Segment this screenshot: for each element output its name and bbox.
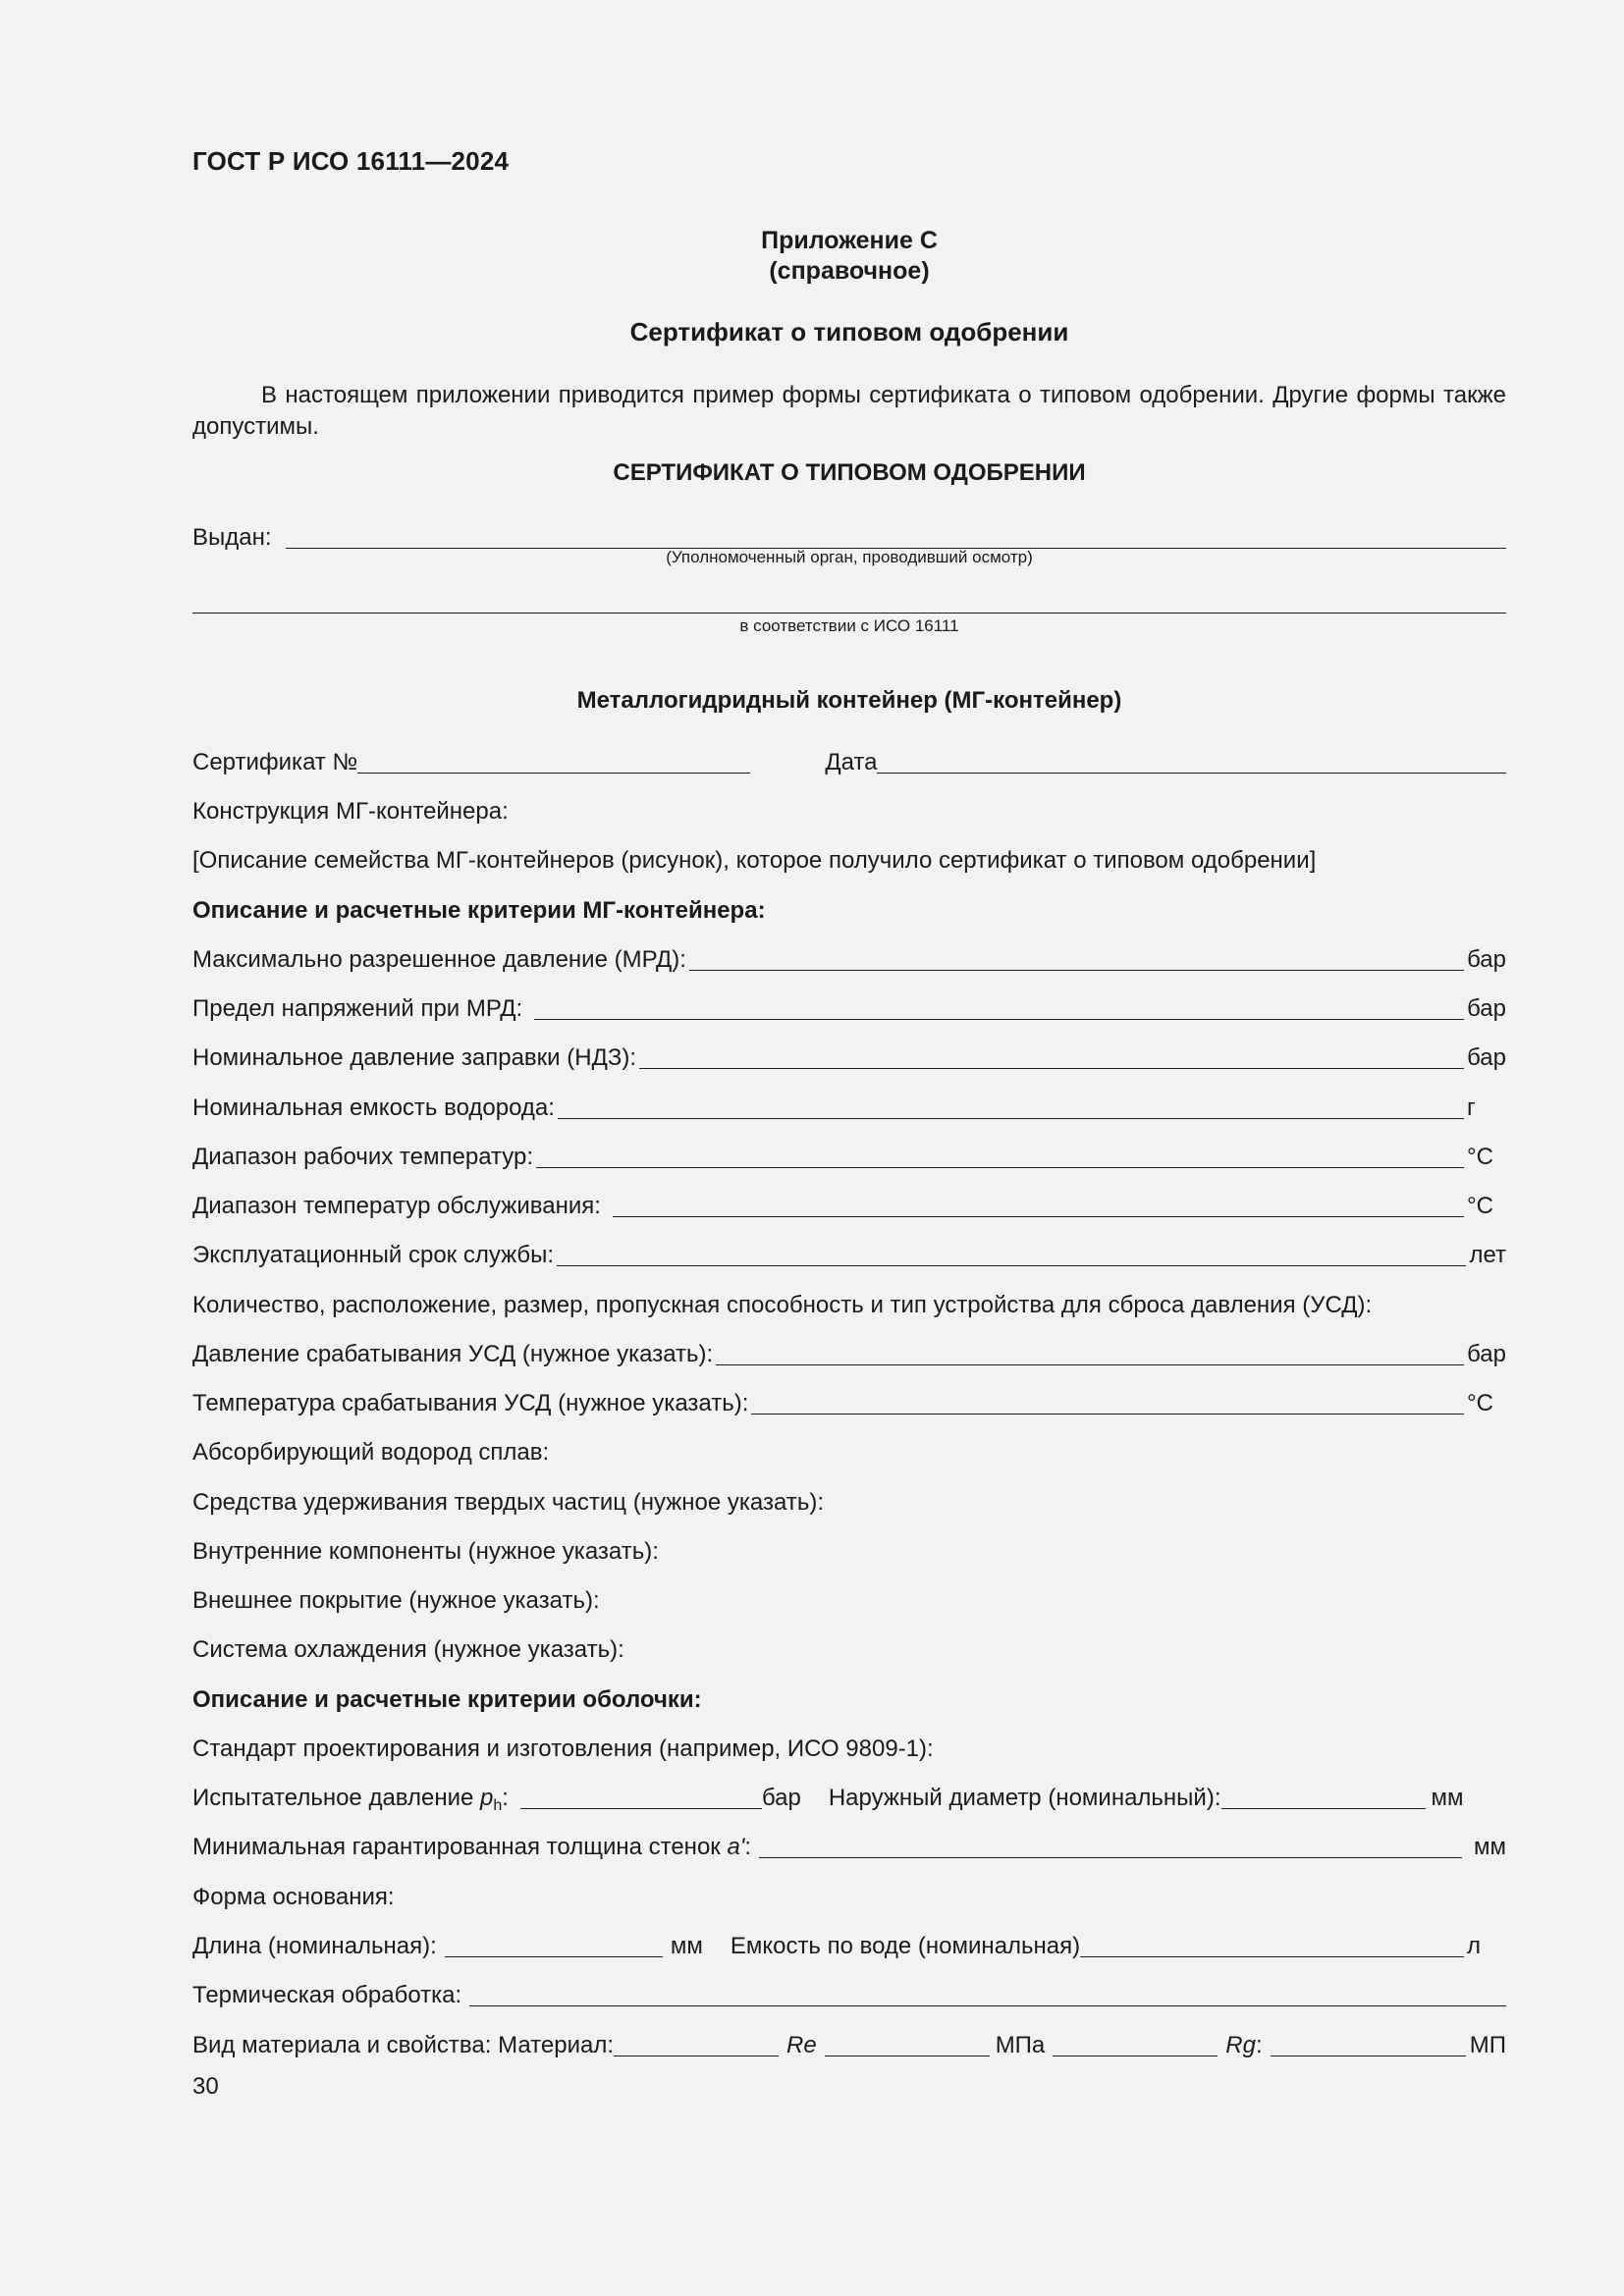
prd-field-label: Температура срабатывания УСД (нужное указать): (192, 1390, 749, 1416)
field-input-line[interactable] (613, 1216, 1464, 1217)
field-input-line[interactable] (689, 970, 1464, 971)
document-code: ГОСТ Р ИСО 16111—2024 (192, 146, 510, 176)
design-description-row (192, 842, 1506, 876)
field-row (192, 1090, 1506, 1123)
shell-heading-row (192, 1682, 1506, 1715)
field-row (192, 1139, 1506, 1172)
document-page (192, 0, 1506, 2296)
field-label: Номинальная емкость водорода: (192, 1095, 555, 1121)
date-label: Дата (825, 749, 878, 775)
field-row (192, 1188, 1506, 1221)
list-item (192, 1631, 1506, 1665)
prd-field-input-line[interactable] (751, 1414, 1464, 1415)
prd-field-input-line[interactable] (716, 1364, 1464, 1365)
annex-heading (192, 226, 1506, 287)
heat-treatment-label: Термическая обработка: (192, 1982, 462, 2008)
field-unit: бар (1467, 995, 1506, 1022)
field-unit: лет (1469, 1242, 1506, 1268)
test-pressure-input-line[interactable] (520, 1808, 762, 1809)
section-title: Сертификат о типовом одобрении (629, 317, 1069, 347)
list-item (192, 1582, 1506, 1616)
wall-thickness-unit: мм (1474, 1834, 1506, 1860)
field-unit: °С (1467, 1144, 1493, 1170)
alloy-label: Абсорбирующий водород сплав: (192, 1439, 550, 1466)
certificate-row (192, 744, 1506, 777)
water-capacity-label: Емкость по воде (номинальная) (730, 1933, 1081, 1959)
field-row (192, 990, 1506, 1024)
design-standard-row (192, 1731, 1506, 1764)
criteria-heading: Описание и расчетные критерии МГ-контейнера: (192, 897, 766, 924)
outer-diameter-label: Наружный диаметр (номинальный): (828, 1785, 1221, 1811)
field-label: Диапазон рабочих температур: (192, 1144, 534, 1170)
water-capacity-unit: л (1467, 1933, 1482, 1959)
date-input-line[interactable] (877, 773, 1506, 774)
field-label: Номинальное давление заправки (НДЗ): (192, 1044, 636, 1071)
field-label: Эксплуатационный срок службы: (192, 1242, 555, 1268)
field-input-line[interactable] (639, 1068, 1464, 1069)
field-input-line[interactable] (557, 1265, 1466, 1266)
test-pressure-label: Испытательное давление $p_h$: (192, 1785, 509, 1814)
particle-retention-label: Средства удерживания твердых частиц (нужное указать): (192, 1489, 824, 1516)
rg-unit: МП (1469, 2032, 1506, 2058)
field-label: Максимально разрешенное давление (МРД): (192, 946, 686, 973)
test-pressure-unit: бар (761, 1785, 801, 1811)
prd-field-unit: бар (1467, 1341, 1506, 1367)
material-label: Вид материала и свойства: Материал: (192, 2032, 614, 2058)
design-description: [Описание семейства МГ-контейнеров (рисунок), которое получило сертификат о типовом одобрении] (192, 847, 1317, 874)
prd-field-unit: °С (1467, 1390, 1493, 1416)
prd-field-label: Давление срабатывания УСД (нужное указать): (192, 1341, 714, 1367)
field-unit: г (1467, 1095, 1476, 1121)
design-row (192, 793, 1506, 827)
page-number: 30 (192, 2073, 219, 2100)
field-unit: бар (1467, 946, 1506, 973)
length-row (192, 1928, 1506, 1961)
outer-diameter-unit: мм (1431, 1785, 1464, 1811)
list-item (192, 1434, 1506, 1468)
accordance-caption: в соответствии с ИСО 16111 (739, 616, 959, 635)
criteria-heading-row (192, 892, 1506, 926)
intro-paragraph: В настоящем приложении приводится пример формы сертификата о типовом одобрении. Другие формы также допустимы. (192, 382, 1506, 440)
prd-field-row (192, 1336, 1506, 1369)
prd-heading: Количество, расположение, размер, пропускная способность и тип устройства для сброса давления (УСД): (192, 1292, 1373, 1318)
base-shape-label: Форма основания: (192, 1884, 395, 1910)
design-standard-label: Стандарт проектирования и изготовления (например, ИСО 9809-1): (192, 1735, 934, 1762)
field-input-line[interactable] (536, 1167, 1464, 1168)
cooling-system-label: Система охлаждения (нужное указать): (192, 1636, 624, 1663)
external-coating-label: Внешнее покрытие (нужное указать): (192, 1587, 600, 1614)
issued-label: Выдан: (192, 524, 272, 551)
annex-title: Приложение С (761, 227, 938, 254)
container-title: Металлогидридный контейнер (МГ-контейнер) (576, 687, 1122, 714)
field-input-line[interactable] (558, 1118, 1464, 1119)
design-label: Конструкция МГ-контейнера: (192, 798, 509, 825)
annex-type: (справочное) (769, 257, 930, 285)
heat-treatment-input-line[interactable] (469, 2005, 1506, 2006)
re-unit: МПа (995, 2032, 1046, 2058)
material-row (192, 2027, 1506, 2060)
issued-caption: (Уполномоченный орган, проводивший осмотр) (666, 548, 1033, 566)
length-input-line[interactable] (445, 1956, 663, 1957)
field-label: Диапазон температур обслуживания: (192, 1193, 601, 1219)
field-label: Предел напряжений при МРД: (192, 995, 523, 1022)
heat-treatment-row (192, 1977, 1506, 2010)
field-input-line[interactable] (534, 1019, 1464, 1020)
wall-thickness-label: Минимальная гарантированная толщина стенок a': (192, 1834, 752, 1860)
field-unit: бар (1467, 1044, 1506, 1071)
wall-thickness-row (192, 1829, 1506, 1862)
test-pressure-row (192, 1780, 1506, 1813)
rg-label: Rg: (1225, 2032, 1263, 2058)
re-symbol: Re (786, 2032, 817, 2058)
list-item (192, 1484, 1506, 1518)
shell-heading: Описание и расчетные критерии оболочки: (192, 1686, 702, 1713)
field-unit: °С (1467, 1193, 1493, 1219)
list-item (192, 1533, 1506, 1567)
field-row (192, 1040, 1506, 1073)
water-capacity-input-line[interactable] (1080, 1956, 1464, 1957)
form-title: СЕРТИФИКАТ О ТИПОВОМ ОДОБРЕНИИ (613, 459, 1086, 486)
prd-field-row (192, 1385, 1506, 1418)
field-row (192, 1237, 1506, 1270)
field-row (192, 941, 1506, 975)
internal-components-label: Внутренние компоненты (нужное указать): (192, 1538, 659, 1565)
length-unit: мм (670, 1933, 703, 1959)
certificate-no-label: Сертификат № (192, 749, 358, 775)
base-shape-row (192, 1879, 1506, 1912)
prd-heading-row (192, 1287, 1506, 1320)
accordance-input-line[interactable] (192, 613, 1506, 614)
certificate-no-input-line[interactable] (357, 773, 750, 774)
wall-thickness-input-line[interactable] (759, 1857, 1462, 1858)
outer-diameter-input-line[interactable] (1221, 1808, 1426, 1809)
length-label: Длина (номинальная): (192, 1933, 437, 1959)
